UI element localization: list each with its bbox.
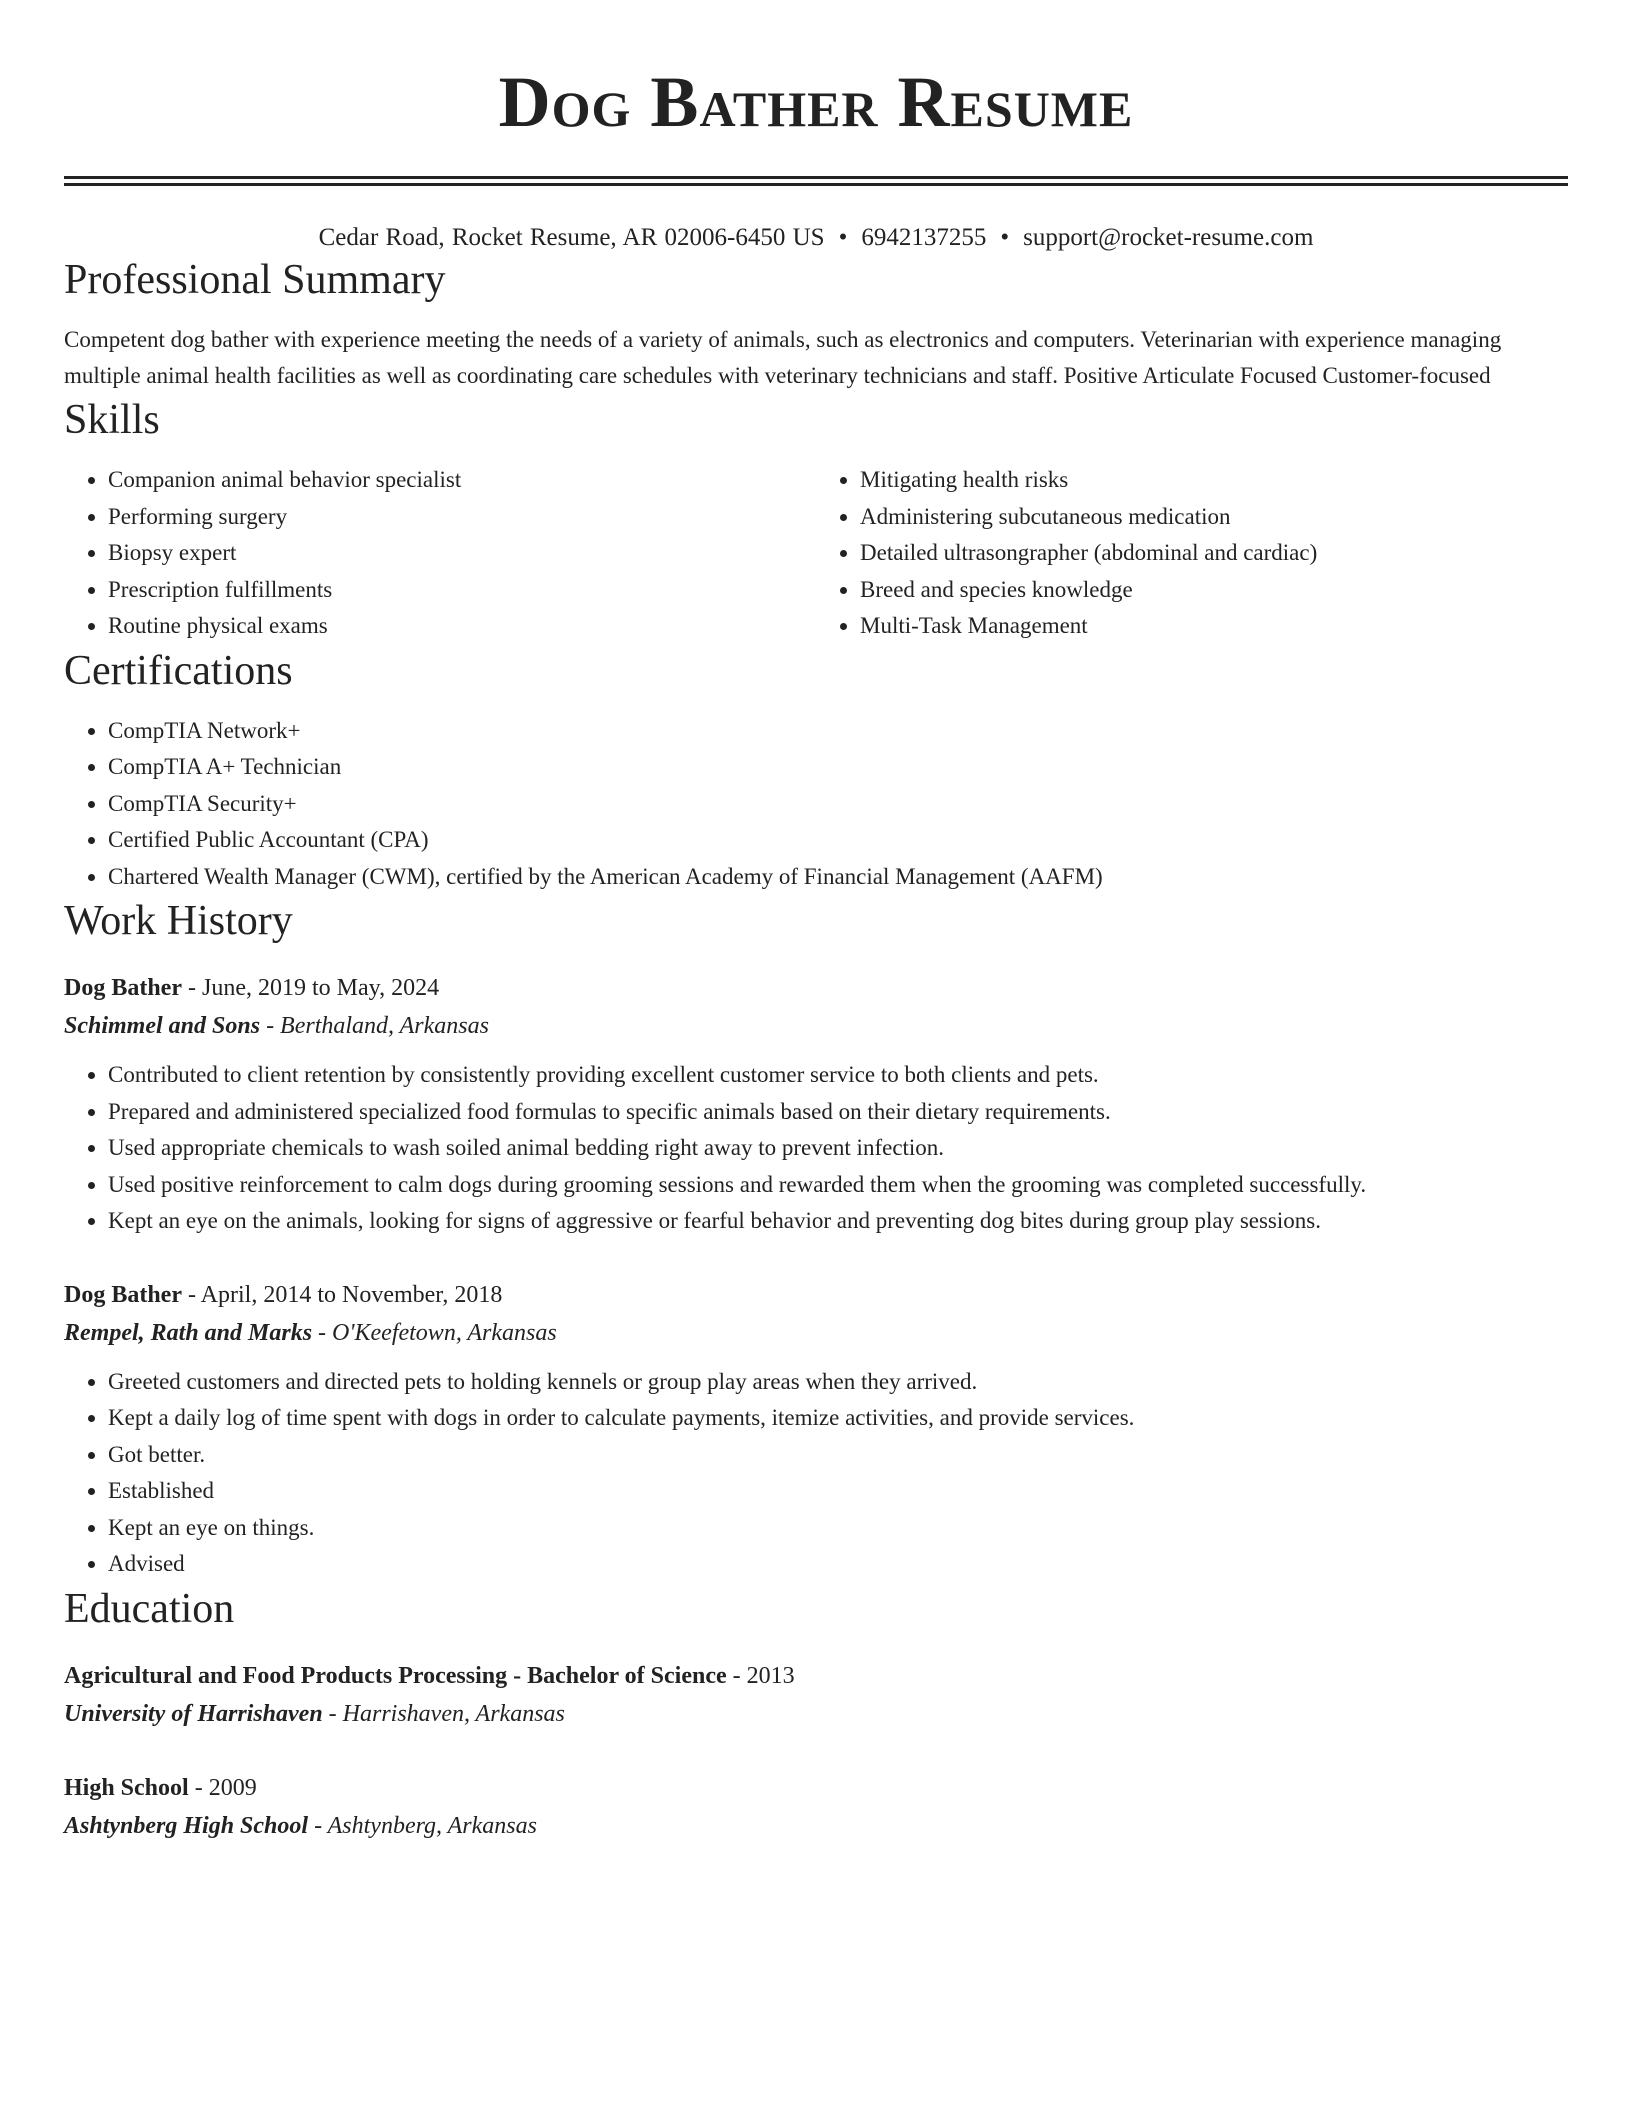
job-title: Dog Bather [64, 975, 182, 1001]
skill-item: • Detailed ultrasongrapher (abdominal and cardiac) [860, 535, 1568, 572]
skills-list-right [816, 462, 1568, 645]
education-location: - Harrishaven, Arkansas [322, 1700, 565, 1727]
job-company: Schimmel and Sons [64, 1013, 261, 1039]
job-duties-list [64, 1364, 1568, 1583]
job-location: - O'Keefetown, Arkansas [312, 1319, 557, 1346]
resume-title: Dog Bather Resume [498, 62, 1134, 142]
job-duty-item: • Kept an eye on the animals, looking for signs of aggressive or fearful behavior and preventing dog bites during group play sessions. [108, 1203, 1568, 1240]
certification-item: • CompTIA A+ Technician [108, 749, 1568, 786]
job-company-line [64, 1007, 1568, 1045]
contact-separator: • [1000, 224, 1010, 251]
summary-heading: Professional Summary [64, 257, 446, 303]
job-location: - Berthaland, Arkansas [260, 1013, 489, 1039]
contact-address: Cedar Road, Rocket Resume, AR 02006-6450 US [318, 224, 825, 251]
certifications-heading: Certifications [64, 647, 293, 694]
job-title-line [64, 1276, 1568, 1314]
education-school: University of Harrishaven [64, 1700, 323, 1727]
job-duty-item: • Contributed to client retention by consistently providing excellent customer service to both clients and pets. [108, 1057, 1568, 1094]
contact-line [64, 222, 1568, 254]
certification-item: • CompTIA Network+ [108, 713, 1568, 750]
job-company: Rempel, Rath and Marks [64, 1319, 313, 1346]
education-degree: Agricultural and Food Products Processing - Bachelor of Science [64, 1662, 727, 1689]
job-duties-list [64, 1057, 1568, 1240]
skill-item: • Mitigating health risks [860, 462, 1568, 499]
job-duty-item: • Advised [108, 1546, 1568, 1583]
job-duty-item: • Kept a daily log of time spent with dogs in order to calculate payments, itemize activities, and provide services. [108, 1400, 1568, 1437]
contact-email: support@rocket-resume.com [1023, 224, 1314, 251]
education-school-line [64, 1807, 1568, 1845]
education-degree-line [64, 1657, 1568, 1695]
education-location: - Ashtynberg, Arkansas [308, 1812, 537, 1839]
certification-item: • Certified Public Accountant (CPA) [108, 822, 1568, 859]
education-year: - 2013 [726, 1662, 795, 1689]
education-entry [64, 1657, 1568, 1733]
contact-phone: 6942137255 [861, 224, 987, 251]
job-entry [64, 1276, 1568, 1583]
job-duty-item: • Prepared and administered specialized food formulas to specific animals based on their dietary requirements. [108, 1094, 1568, 1131]
job-dates: - June, 2019 to May, 2024 [181, 975, 440, 1001]
education-degree-line [64, 1769, 1568, 1807]
job-title-line [64, 969, 1568, 1007]
job-company-line [64, 1314, 1568, 1352]
contact-separator: • [838, 224, 848, 251]
skill-item: • Biopsy expert [108, 535, 816, 572]
certification-item: • CompTIA Security+ [108, 786, 1568, 823]
job-title: Dog Bather [64, 1281, 182, 1308]
skill-item: • Multi-Task Management [860, 608, 1568, 645]
job-duty-item: • Used appropriate chemicals to wash soiled animal bedding right away to prevent infection. [108, 1130, 1568, 1167]
job-entry [64, 969, 1568, 1240]
education-degree: High School [64, 1774, 189, 1801]
summary-text: Competent dog bather with experience meeting the needs of a variety of animals, such as electronics and computers. Veterinarian with experience managing multiple animal health facilities as well as coordinating care schedules with veterinary technicians and staff. Positive Articulate Focused Customer-focused [64, 327, 1502, 388]
job-duty-item: • Greeted customers and directed pets to holding kennels or group play areas when they arrived. [108, 1364, 1568, 1401]
education-year: - 2009 [188, 1774, 257, 1801]
work-history-heading: Work History [64, 898, 293, 944]
job-duty-item: • Kept an eye on things. [108, 1510, 1568, 1547]
education-school: Ashtynberg High School [64, 1812, 309, 1839]
education-school-line [64, 1695, 1568, 1733]
skill-item: • Administering subcutaneous medication [860, 499, 1568, 536]
job-duty-item: • Used positive reinforcement to calm dogs during grooming sessions and rewarded them when the grooming was completed successfully. [108, 1167, 1568, 1204]
education-heading: Education [64, 1585, 235, 1632]
skill-item: • Prescription fulfillments [108, 572, 816, 609]
skill-item: • Companion animal behavior specialist [108, 462, 816, 499]
certification-item: • Chartered Wealth Manager (CWM), certified by the American Academy of Financial Management (AAFM) [108, 859, 1568, 896]
job-dates: - April, 2014 to November, 2018 [181, 1281, 503, 1308]
skill-item: • Breed and species knowledge [860, 572, 1568, 609]
certifications-list [64, 713, 1568, 896]
skills-heading: Skills [64, 397, 160, 443]
skills-list-left [64, 462, 816, 645]
skill-item: • Routine physical exams [108, 608, 816, 645]
job-duty-item: • Established [108, 1473, 1568, 1510]
skill-item: • Performing surgery [108, 499, 816, 536]
education-entry [64, 1769, 1568, 1845]
title-divider [64, 176, 1568, 186]
skills-columns [64, 462, 1568, 645]
job-duty-item: • Got better. [108, 1437, 1568, 1474]
